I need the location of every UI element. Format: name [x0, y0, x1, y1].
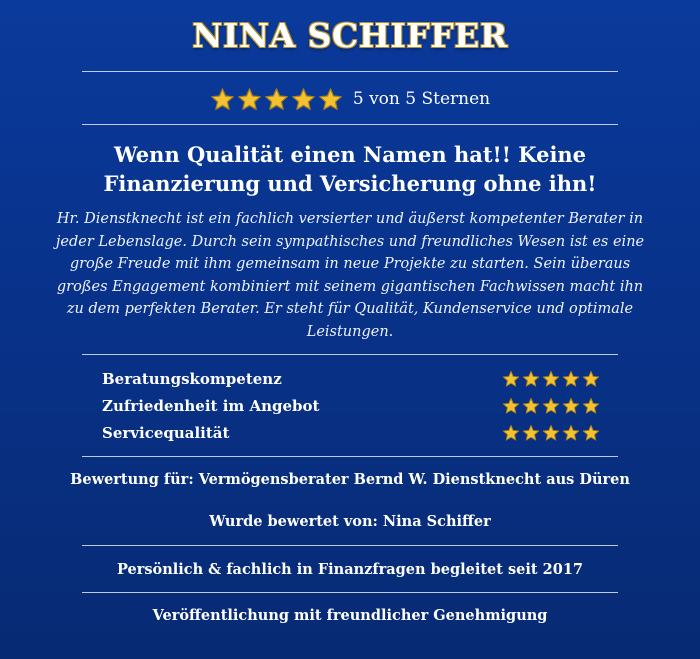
criterion-label: Beratungskompetenz — [102, 370, 282, 388]
publication-note: Veröffentlichung mit freundlicher Genehmigung — [152, 607, 548, 624]
star-icon — [502, 424, 520, 442]
criterion-label: Zufriedenheit im Angebot — [102, 397, 320, 415]
star-icon — [318, 87, 343, 112]
overall-rating — [0, 84, 700, 114]
star-icon — [582, 370, 600, 388]
criterion-stars — [502, 424, 600, 442]
reviewer-name: NINA SCHIFFER — [192, 16, 508, 55]
star-icon — [237, 87, 262, 112]
star-icon — [522, 397, 540, 415]
star-icon — [582, 424, 600, 442]
star-icon — [291, 87, 316, 112]
star-icon — [210, 87, 235, 112]
review-text: Hr. Dienstknecht ist ein fachlich versierter und äußerst kompetenter Berater in jeder Lebenslage. Durch sein sympathisches und freundliches Wesen ist es eine große Freude mit ihm gemeinsam in neue Projekte zu starten. Sein überaus großes Engagement kombiniert mit seinem gigantischen Fachwissen macht ihn zu dem perfekten Berater. Er steht für Qualität, Kundenservice und optimale Leistungen. — [55, 211, 645, 340]
criterion-row — [102, 421, 600, 445]
star-icon — [542, 424, 560, 442]
divider — [82, 545, 618, 546]
divider — [82, 354, 618, 355]
criterion-row — [102, 367, 600, 391]
star-icon — [582, 397, 600, 415]
divider — [82, 592, 618, 593]
rating-for: Bewertung für: Vermögensberater Bernd W. Dienstknecht aus Düren — [70, 471, 630, 488]
since-text: Persönlich & fachlich in Finanzfragen begleitet seit 2017 — [116, 561, 584, 578]
rated-by: Wurde bewertet von: Nina Schiffer — [209, 513, 491, 530]
star-icon — [502, 370, 520, 388]
divider — [82, 124, 618, 125]
overall-rating-text: 5 von 5 Sternen — [352, 89, 491, 109]
review-headline: Wenn Qualität einen Namen hat!! Keine Finanzierung und Versicherung ohne ihn! — [103, 142, 597, 196]
criterion-row — [102, 394, 600, 418]
star-icon — [522, 424, 540, 442]
overall-stars — [210, 87, 343, 112]
criterion-stars — [502, 370, 600, 388]
star-icon — [264, 87, 289, 112]
star-icon — [542, 370, 560, 388]
star-icon — [502, 397, 520, 415]
divider — [82, 456, 618, 457]
criterion-label: Servicequalität — [102, 424, 230, 442]
star-icon — [562, 424, 580, 442]
star-icon — [562, 370, 580, 388]
star-icon — [542, 397, 560, 415]
star-icon — [522, 370, 540, 388]
divider — [82, 71, 618, 72]
criterion-stars — [502, 397, 600, 415]
star-icon — [562, 397, 580, 415]
